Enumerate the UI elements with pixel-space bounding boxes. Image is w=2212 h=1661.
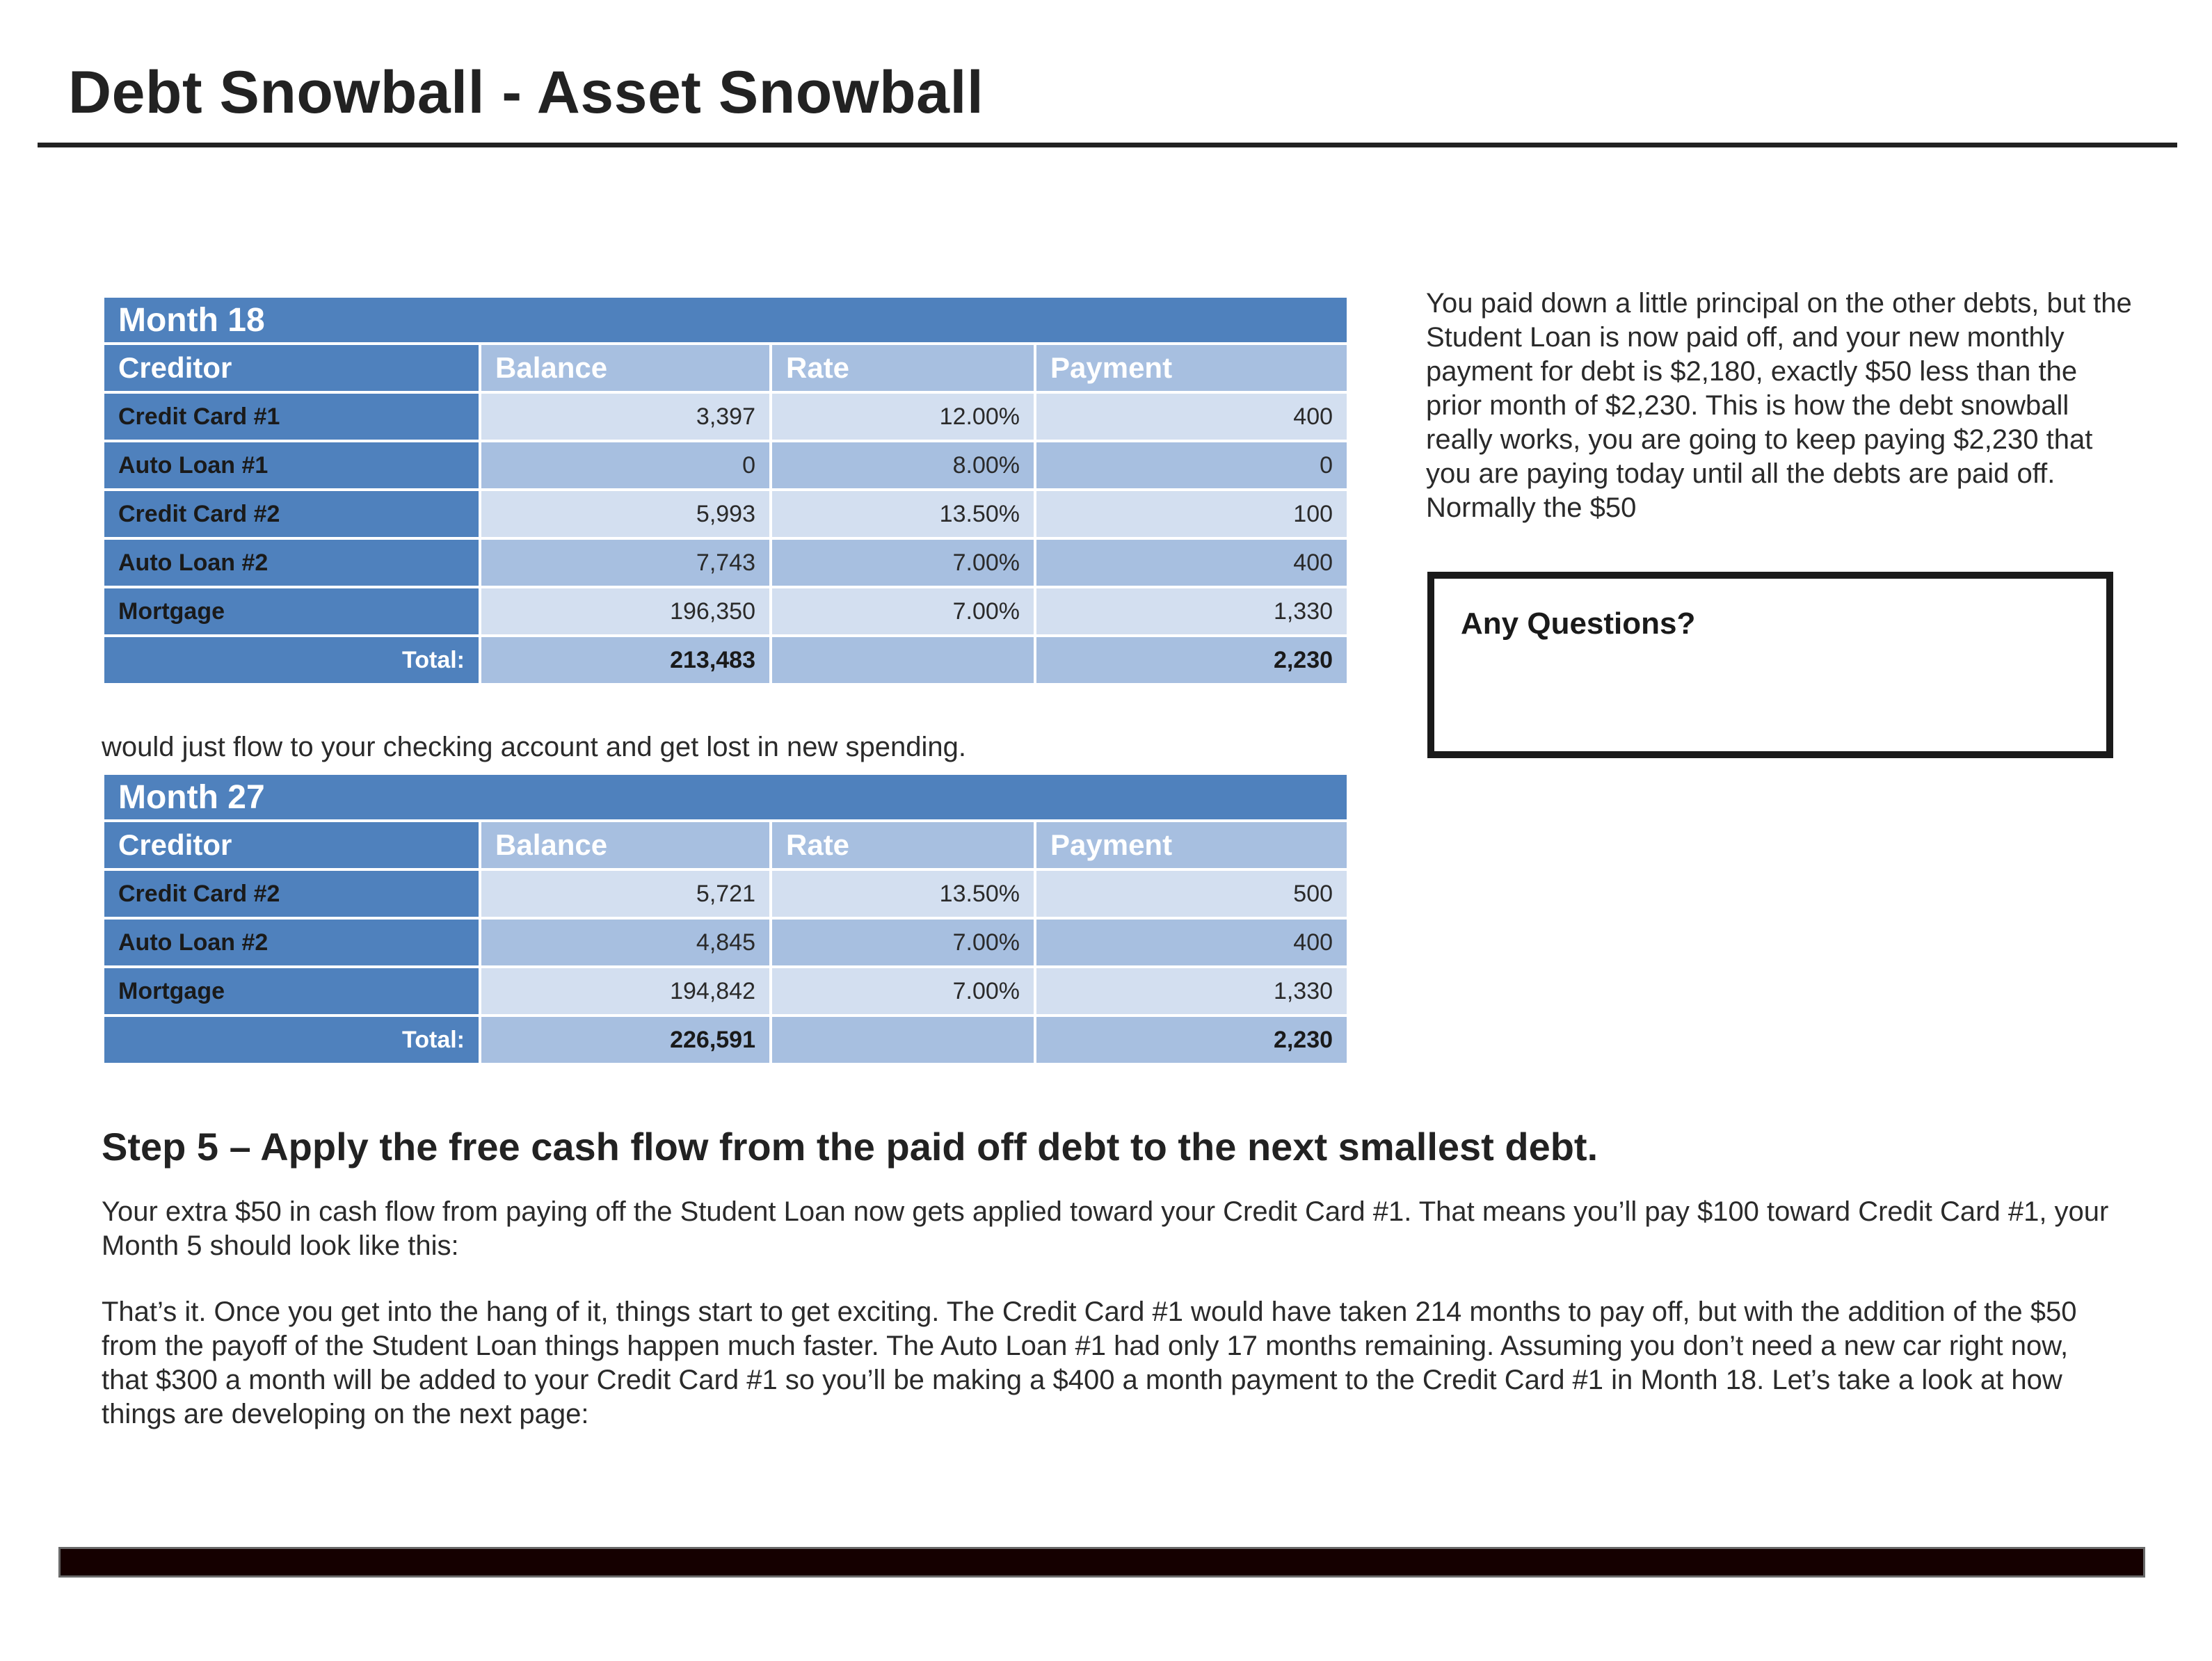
payment-cell: 1,330	[1035, 587, 1348, 636]
creditor-cell: Mortgage	[103, 587, 480, 636]
column-header-payment: Payment	[1035, 821, 1348, 869]
column-header-payment: Payment	[1035, 344, 1348, 392]
table-row	[103, 538, 1348, 587]
side-explanation-text: You paid down a little principal on the other debts, but the Student Loan is now paid off, and your new monthly payment for debt is $2,180, exactly $50 less than the prior month of $2,230. This is how the debt snowball really works, you are going to keep paying $2,230 that you are paying today until all the debts are paid off. Normally the $50	[1426, 288, 2132, 523]
table-total-row	[103, 1016, 1348, 1064]
column-header-rate: Rate	[771, 821, 1035, 869]
table-header-row	[103, 344, 1348, 392]
creditor-cell: Credit Card #2	[103, 869, 480, 918]
rate-cell: 13.50%	[771, 869, 1035, 918]
column-header-balance: Balance	[480, 821, 771, 869]
continuation-text: would just flow to your checking account and get lost in new spending.	[102, 732, 966, 762]
payment-cell: 400	[1035, 918, 1348, 967]
creditor-cell: Auto Loan #2	[103, 918, 480, 967]
total-label: Total:	[103, 1016, 480, 1064]
table-row	[103, 967, 1348, 1016]
payment-cell: 400	[1035, 392, 1348, 441]
payment-cell: 400	[1035, 538, 1348, 587]
table-row	[103, 587, 1348, 636]
creditor-cell: Credit Card #1	[103, 392, 480, 441]
month-18-table	[102, 295, 1349, 686]
payment-cell: 100	[1035, 490, 1348, 538]
balance-cell: 4,845	[480, 918, 771, 967]
questions-label: Any Questions?	[1461, 607, 1696, 641]
rate-cell: 7.00%	[771, 587, 1035, 636]
table-header-row	[103, 821, 1348, 869]
payment-cell: 500	[1035, 869, 1348, 918]
balance-cell: 5,721	[480, 869, 771, 918]
balance-cell: 0	[480, 441, 771, 490]
rate-cell: 12.00%	[771, 392, 1035, 441]
balance-cell: 5,993	[480, 490, 771, 538]
creditor-cell: Credit Card #2	[103, 490, 480, 538]
total-balance: 226,591	[480, 1016, 771, 1064]
rate-cell: 7.00%	[771, 967, 1035, 1016]
rate-cell: 7.00%	[771, 538, 1035, 587]
rate-cell: 8.00%	[771, 441, 1035, 490]
table-total-row	[103, 636, 1348, 684]
page-title: Debt Snowball - Asset Snowball	[68, 59, 984, 126]
table-month-label: Month 18	[103, 296, 1348, 344]
payment-cell: 1,330	[1035, 967, 1348, 1016]
creditor-cell: Mortgage	[103, 967, 480, 1016]
paragraph-step-5-details: That’s it. Once you get into the hang of it, things start to get exciting. The Credit Card #1 would have taken 214 months to pay off, but with the addition of the $50 from the payoff of the Student Loan things happen much faster. The Auto Loan #1 had only 17 months remaining. Assuming you don’t need a new car right now, that $300 a month will be added to your Credit Card #1 so you’ll be making a $400 a month payment to the Credit Card #1 in Month 18. Let’s take a look at how things are developing on the next page:	[102, 1297, 2077, 1429]
table-row	[103, 869, 1348, 918]
paragraph-step-5-intro: Your extra $50 in cash flow from paying off the Student Loan now gets applied toward your Credit Card #1. That means you’ll pay $100 toward Credit Card #1, your Month 5 should look like this:	[102, 1196, 2109, 1261]
total-balance: 213,483	[480, 636, 771, 684]
footer-bar	[58, 1547, 2145, 1578]
total-rate-empty	[771, 1016, 1035, 1064]
balance-cell: 194,842	[480, 967, 771, 1016]
rate-cell: 13.50%	[771, 490, 1035, 538]
questions-box	[1427, 572, 2113, 758]
creditor-cell: Auto Loan #1	[103, 441, 480, 490]
title-divider	[38, 143, 2177, 147]
total-rate-empty	[771, 636, 1035, 684]
payment-cell: 0	[1035, 441, 1348, 490]
creditor-cell: Auto Loan #2	[103, 538, 480, 587]
total-payment: 2,230	[1035, 636, 1348, 684]
table-month-label: Month 27	[103, 773, 1348, 821]
table-row	[103, 392, 1348, 441]
balance-cell: 196,350	[480, 587, 771, 636]
table-row	[103, 441, 1348, 490]
total-payment: 2,230	[1035, 1016, 1348, 1064]
step-5-heading: Step 5 – Apply the free cash flow from the paid off debt to the next smallest debt.	[102, 1125, 1598, 1169]
balance-cell: 7,743	[480, 538, 771, 587]
rate-cell: 7.00%	[771, 918, 1035, 967]
total-label: Total:	[103, 636, 480, 684]
column-header-creditor: Creditor	[103, 821, 480, 869]
month-27-table	[102, 772, 1349, 1066]
column-header-creditor: Creditor	[103, 344, 480, 392]
column-header-rate: Rate	[771, 344, 1035, 392]
table-row	[103, 490, 1348, 538]
column-header-balance: Balance	[480, 344, 771, 392]
balance-cell: 3,397	[480, 392, 771, 441]
table-row	[103, 918, 1348, 967]
